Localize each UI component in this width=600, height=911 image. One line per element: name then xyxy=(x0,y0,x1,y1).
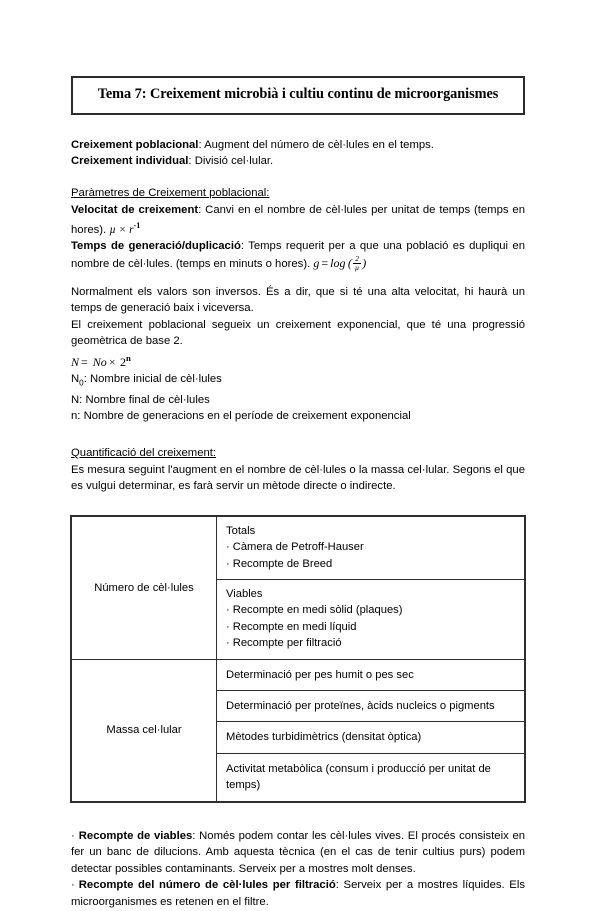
cell-list-item xyxy=(226,619,515,635)
note-text: Només podem contar les cèl·lules vives. El procés consisteix en fer un banc de dilucions. Amb aquesta tècnica (en el cas de tenir cultius purs) podem detectar possibles contaminants. Serveix per a mostres molt denses. xyxy=(71,829,526,875)
paragraph-valors-inversos: Normalment els valors son inversos. És a dir, que si té una alta velocitat, hi haurà un temps de generació baix i viceversa. xyxy=(71,285,525,315)
formula-creixement-exponencial xyxy=(71,350,525,371)
formula-fraction xyxy=(353,255,361,272)
fraction-numerator: 2 xyxy=(353,255,361,264)
table-cell-activitat-metabolica: Activitat metabòlica (consum i producció per unitat de temps) xyxy=(217,753,525,801)
formula-base: 2 xyxy=(120,355,126,370)
cell-group-title: Totals xyxy=(226,524,256,537)
paragraph-velocitat-creixement xyxy=(71,202,525,239)
table-cell-totals xyxy=(217,516,525,579)
velocitat-units xyxy=(109,221,141,236)
legend-symbol: N xyxy=(71,393,80,406)
methods-table xyxy=(71,516,525,802)
formula-lhs: g xyxy=(313,256,320,271)
note-term: Recompte de viables xyxy=(78,829,193,842)
bullet-dot-icon: · xyxy=(226,541,230,554)
formula-exponent: n xyxy=(126,353,131,364)
section-heading-parametres: Paràmetres de Creixement poblacional: xyxy=(71,186,270,199)
legend-text: : Nombre inicial de cèl·lules xyxy=(83,373,222,386)
cell-list-item-label: Càmera de Petroff-Hauser xyxy=(232,541,364,554)
methods-table-wrapper xyxy=(71,516,525,802)
note-separator: : xyxy=(192,829,200,842)
cell-list-item-label: Recompte en medi líquid xyxy=(232,620,357,633)
paragraph-quantificacio: Es mesura seguint l'augment en el nombre de cèl·lules o la massa cel·lular. Segons el que es vulgui determinar, es farà servir un mètode directe o indirecte. xyxy=(71,463,525,493)
table-rowheader-numero-cellules: Número de cèl·lules xyxy=(72,516,217,659)
bullet-dot-icon: · xyxy=(226,604,230,617)
cell-group-title: Viables xyxy=(226,588,263,601)
formula-temps-generacio: g = log ( $\frac{2}{\text{µ}}$ ) xyxy=(313,254,367,272)
paragraph-temps-generacio xyxy=(71,238,525,272)
table-cell-viables xyxy=(217,580,525,660)
cell-list-item-label: Recompte en medi sòlid (plaques) xyxy=(232,604,403,617)
bullet-dot-icon: · xyxy=(71,879,75,892)
spacer xyxy=(71,273,525,284)
definition-term: Creixement poblacional xyxy=(71,138,199,151)
definition-text: Augment del número de cèl·lules en el temps. xyxy=(204,138,434,151)
units-r: r xyxy=(129,223,134,236)
legend-item-n xyxy=(71,408,525,425)
cell-list-item xyxy=(226,556,515,572)
note-term: Recompte del número de cèl·lules per filtració xyxy=(78,879,336,892)
units-exponent: -1 xyxy=(133,221,141,231)
formula-No: No xyxy=(92,355,107,370)
legend-item-N xyxy=(71,392,525,409)
trailing-notes xyxy=(71,828,525,911)
legend-symbol: N xyxy=(71,373,80,386)
table-cell-pes: Determinació per pes humit o pes sec xyxy=(217,659,525,690)
section-heading-quantificacio: Quantificació del creixement: xyxy=(71,447,217,460)
bullet-dot-icon: · xyxy=(226,620,230,633)
note-separator: : xyxy=(335,879,344,892)
term-velocitat-creixement: Velocitat de creixement xyxy=(71,203,199,216)
formula-N: N xyxy=(71,355,80,370)
cell-list-item xyxy=(226,635,515,651)
legend-text: : Nombre de generacions en el període de creixement exponencial xyxy=(77,410,411,423)
paragraph-creixement-exponencial: El creixement poblacional segueix un creixement exponencial, que té una progressió geomètrica de base 2. xyxy=(71,318,525,348)
note-recompte-viables xyxy=(71,828,525,878)
definition-creixement-poblacional xyxy=(71,137,525,154)
spacer xyxy=(71,170,525,185)
velocitat-description: Canvi en el nombre de cèl·lules per unitat de temps (temps en hores). xyxy=(71,203,525,236)
bullet-dot-icon: · xyxy=(71,829,75,842)
legend-subscript: 0 xyxy=(79,378,84,388)
spacer xyxy=(71,425,525,445)
note-recompte-filtracio xyxy=(71,877,525,910)
cell-list-item xyxy=(226,602,515,618)
term-separator: : xyxy=(240,240,249,253)
cell-list-item-label: Recompte per filtració xyxy=(232,637,342,650)
definition-term: Creixement individual xyxy=(71,155,189,168)
formula-equals: = xyxy=(321,256,329,271)
units-mu: µ xyxy=(109,223,116,236)
table-rowheader-massa-cellular: Massa cel·lular xyxy=(72,659,217,801)
formula-function: log xyxy=(330,256,346,271)
definition-text: Divisió cel·lular. xyxy=(194,155,274,168)
units-operator: × xyxy=(118,223,127,236)
bullet-dot-icon: · xyxy=(226,557,230,570)
fraction-denominator: µ xyxy=(354,262,360,272)
page-title: Tema 7: Creixement microbià i cultiu continu de microorganismes xyxy=(97,86,499,102)
legend-item-N0 xyxy=(71,371,525,392)
note-text: Serveix per a mostres líquides. Els microorganismes es retenen en el filtre. xyxy=(71,879,525,909)
formula-equals: = xyxy=(81,355,88,370)
table-row xyxy=(72,659,525,690)
legend-symbol: n xyxy=(71,410,78,423)
formula-times: × xyxy=(108,355,116,370)
definition-separator: : xyxy=(188,155,195,168)
document-title-box xyxy=(71,76,525,115)
document-content xyxy=(71,76,525,911)
bullet-dot-icon: · xyxy=(226,637,230,650)
cell-list-item-label: Recompte de Breed xyxy=(232,557,333,570)
cell-list-item xyxy=(226,539,515,555)
table-cell-proteines: Determinació per proteïnes, àcids nucleics o pigments xyxy=(217,691,525,722)
temps-generacio-description: Temps requerit per a que una població es dupliqui en nombre de cèl·lules. (temps en minuts o hores). xyxy=(71,240,525,271)
table-cell-turbidimetrics: Mètodes turbidimètrics (densitat òptica) xyxy=(217,722,525,753)
legend-text: : Nombre final de cèl·lules xyxy=(79,393,210,406)
table-row xyxy=(72,516,525,579)
term-temps-generacio: Temps de generació/duplicació xyxy=(71,240,241,253)
definition-separator: : xyxy=(198,138,205,151)
definition-creixement-individual xyxy=(71,153,525,170)
term-separator: : xyxy=(198,203,206,216)
